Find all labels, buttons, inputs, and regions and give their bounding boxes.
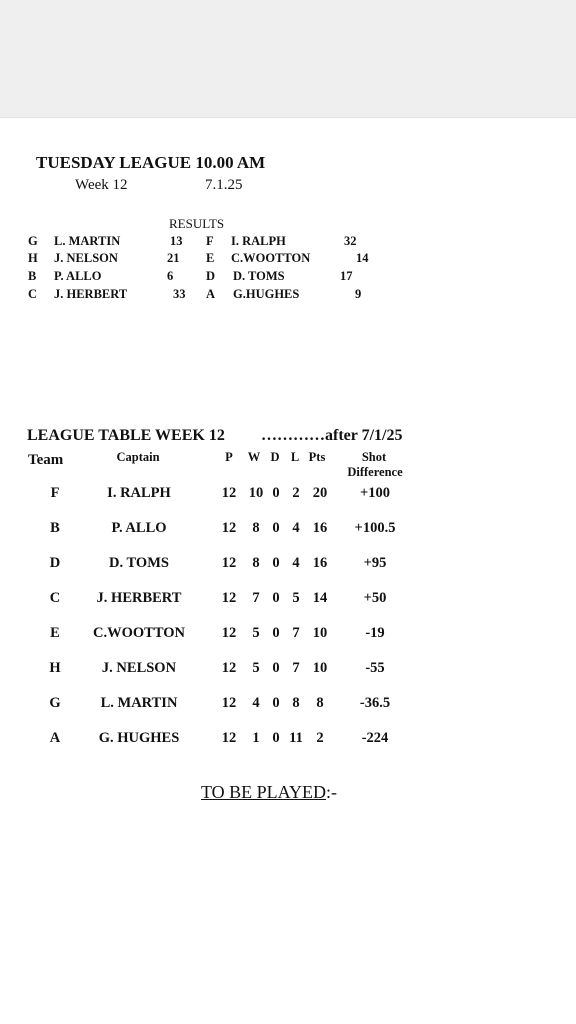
captain-name: D. TOMS (109, 555, 169, 571)
shot-difference: -19 (365, 625, 385, 641)
won: 5 (252, 660, 260, 676)
team-letter: D (49, 555, 61, 571)
table-row (0, 730, 576, 752)
result-captain1: J. NELSON (54, 251, 118, 265)
drawn: 0 (272, 695, 280, 711)
top-bar (0, 0, 576, 118)
won: 10 (248, 485, 264, 501)
header-team: Team (28, 452, 64, 468)
result-score1: 21 (167, 251, 180, 265)
won: 7 (252, 590, 260, 606)
won: 4 (252, 695, 260, 711)
result-team2: A (206, 287, 216, 301)
lost: 4 (292, 520, 300, 536)
result-team1: C (28, 287, 38, 301)
table-row (0, 590, 576, 612)
played: 12 (221, 590, 237, 606)
lost: 8 (292, 695, 300, 711)
points: 2 (316, 730, 324, 746)
played: 12 (221, 625, 237, 641)
team-letter: A (49, 730, 61, 746)
shot-difference: -36.5 (359, 695, 391, 711)
captain-name: J. NELSON (101, 660, 177, 676)
captain-name: J. HERBERT (96, 590, 182, 606)
shot-difference: +50 (363, 590, 387, 606)
won: 8 (252, 555, 260, 571)
result-captain2: G.HUGHES (233, 287, 300, 301)
points: 16 (312, 555, 328, 571)
lost: 11 (289, 730, 303, 746)
lost: 7 (292, 660, 300, 676)
won: 8 (252, 520, 260, 536)
lost: 4 (292, 555, 300, 571)
league-table-title: LEAGUE TABLE WEEK 12 (27, 427, 225, 444)
captain-name: P. ALLO (111, 520, 167, 536)
points: 20 (312, 485, 328, 501)
drawn: 0 (272, 625, 280, 641)
drawn: 0 (272, 730, 280, 746)
points: 10 (312, 660, 328, 676)
header-captain: Captain (116, 450, 160, 464)
result-team2: D (206, 269, 216, 283)
result-captain2: C.WOOTTON (231, 251, 311, 265)
points: 16 (312, 520, 328, 536)
drawn: 0 (272, 590, 280, 606)
result-team1: G (28, 234, 38, 248)
lost: 7 (292, 625, 300, 641)
result-captain2: I. RALPH (231, 234, 286, 248)
lost: 2 (292, 485, 300, 501)
played: 12 (221, 695, 237, 711)
played: 12 (221, 485, 237, 501)
result-score2: 14 (356, 251, 369, 265)
table-row (0, 625, 576, 647)
lost: 5 (292, 590, 300, 606)
team-letter: G (49, 695, 61, 711)
result-score1: 33 (173, 287, 186, 301)
played: 12 (221, 555, 237, 571)
table-row (0, 695, 576, 717)
won: 1 (252, 730, 260, 746)
drawn: 0 (272, 485, 280, 501)
table-row (0, 555, 576, 577)
result-score2: 32 (344, 234, 357, 248)
shot-difference: +100.5 (354, 520, 396, 536)
won: 5 (252, 625, 260, 641)
league-table-after: …………after 7/1/25 (261, 427, 403, 444)
points: 14 (312, 590, 328, 606)
table-row (0, 660, 576, 682)
result-captain1: P. ALLO (54, 269, 102, 283)
shot-difference: +95 (363, 555, 387, 571)
week-label: Week 12 (75, 177, 128, 193)
team-letter: C (49, 590, 61, 606)
drawn: 0 (272, 520, 280, 536)
points: 8 (316, 695, 324, 711)
results-heading: RESULTS (169, 216, 225, 231)
table-row (0, 485, 576, 507)
result-team2: F (206, 234, 214, 248)
shot-difference: -224 (361, 730, 389, 746)
header-l: L (290, 450, 300, 464)
result-team1: B (28, 269, 37, 283)
played: 12 (221, 660, 237, 676)
to-be-played-label: TO BE PLAYED (201, 782, 327, 802)
team-letter: F (50, 485, 60, 501)
played: 12 (221, 730, 237, 746)
header-d: D (270, 450, 280, 464)
captain-name: L. MARTIN (100, 695, 178, 711)
captain-name: G. HUGHES (98, 730, 180, 746)
to-be-played-heading (201, 782, 337, 803)
header-difference: Difference (347, 465, 403, 479)
points: 10 (312, 625, 328, 641)
table-row (0, 520, 576, 542)
result-captain1: J. HERBERT (54, 287, 128, 301)
drawn: 0 (272, 660, 280, 676)
header-shot: Shot (361, 450, 387, 464)
result-team1: H (28, 251, 38, 265)
header-pts: Pts (308, 450, 326, 464)
result-score1: 6 (167, 269, 174, 283)
header-p: P (225, 450, 233, 464)
team-letter: E (50, 625, 60, 641)
result-score2: 17 (340, 269, 353, 283)
result-captain2: D. TOMS (233, 269, 285, 283)
result-team2: E (206, 251, 215, 265)
captain-name: C.WOOTTON (93, 625, 185, 641)
to-be-played-suffix: :- (326, 782, 338, 802)
drawn: 0 (272, 555, 280, 571)
team-letter: B (50, 520, 60, 536)
shot-difference: +100 (359, 485, 391, 501)
result-score2: 9 (355, 287, 362, 301)
result-captain1: L. MARTIN (54, 234, 121, 248)
result-score1: 13 (170, 234, 183, 248)
shot-difference: -55 (365, 660, 385, 676)
captain-name: I. RALPH (107, 485, 171, 501)
page-title: TUESDAY LEAGUE 10.00 AM (36, 153, 266, 172)
played: 12 (221, 520, 237, 536)
header-w: W (247, 450, 261, 464)
date-label: 7.1.25 (205, 177, 243, 193)
team-letter: H (49, 660, 61, 676)
